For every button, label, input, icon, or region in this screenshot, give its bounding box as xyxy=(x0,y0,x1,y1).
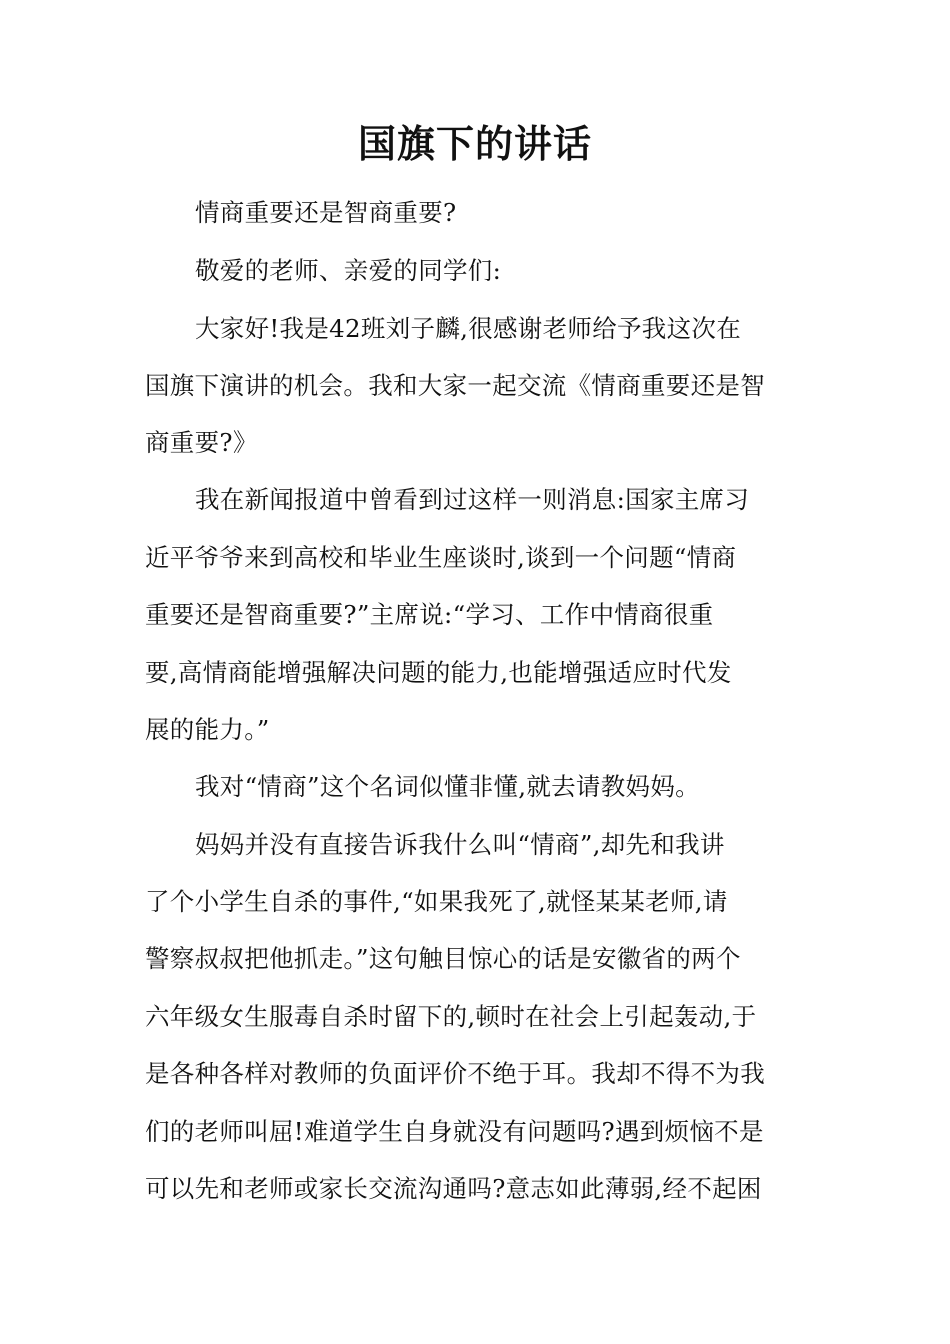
text-line: 重要还是智商重要?”主席说:“学习、工作中情商很重 xyxy=(145,600,714,629)
text-line: 商重要?》 xyxy=(145,428,258,457)
text-line: 敬爱的老师、亲爱的同学们: xyxy=(195,256,502,285)
text-line: 情商重要还是智商重要? xyxy=(195,198,457,227)
text-line: 了个小学生自杀的事件,“如果我死了,就怪某某老师,请 xyxy=(145,887,728,916)
text-line: 我在新闻报道中曾看到过这样一则消息:国家主席习 xyxy=(195,485,750,514)
text-line: 可以先和老师或家长交流沟通吗?意志如此薄弱,经不起困 xyxy=(145,1174,762,1203)
text-line: 警察叔叔把他抓走。”这句触目惊心的话是安徽省的两个 xyxy=(145,944,741,973)
text-line: 国旗下演讲的机会。我和大家一起交流《情商重要还是智 xyxy=(145,371,765,400)
text-line: 妈妈并没有直接告诉我什么叫“情商”,却先和我讲 xyxy=(195,830,725,859)
text-line: 六年级女生服毒自杀时留下的,顿时在社会上引起轰动,于 xyxy=(145,1002,757,1031)
document-title: 国旗下的讲话 xyxy=(357,122,592,166)
text-line: 大家好!我是42班刘子麟,很感谢老师给予我这次在 xyxy=(195,314,742,343)
text-line: 是各种各样对教师的负面评价不绝于耳。我却不得不为我 xyxy=(145,1059,765,1088)
text-line: 展的能力。” xyxy=(145,715,270,744)
text-line: 要,高情商能增强解决问题的能力,也能增强适应时代发 xyxy=(145,658,732,687)
text-line: 近平爷爷来到高校和毕业生座谈时,谈到一个问题“情商 xyxy=(145,543,737,572)
text-line: 我对“情商”这个名词似懂非懂,就去请教妈妈。 xyxy=(195,772,700,801)
text-line: 们的老师叫屈!难道学生自身就没有问题吗?遇到烦恼不是 xyxy=(145,1117,764,1146)
